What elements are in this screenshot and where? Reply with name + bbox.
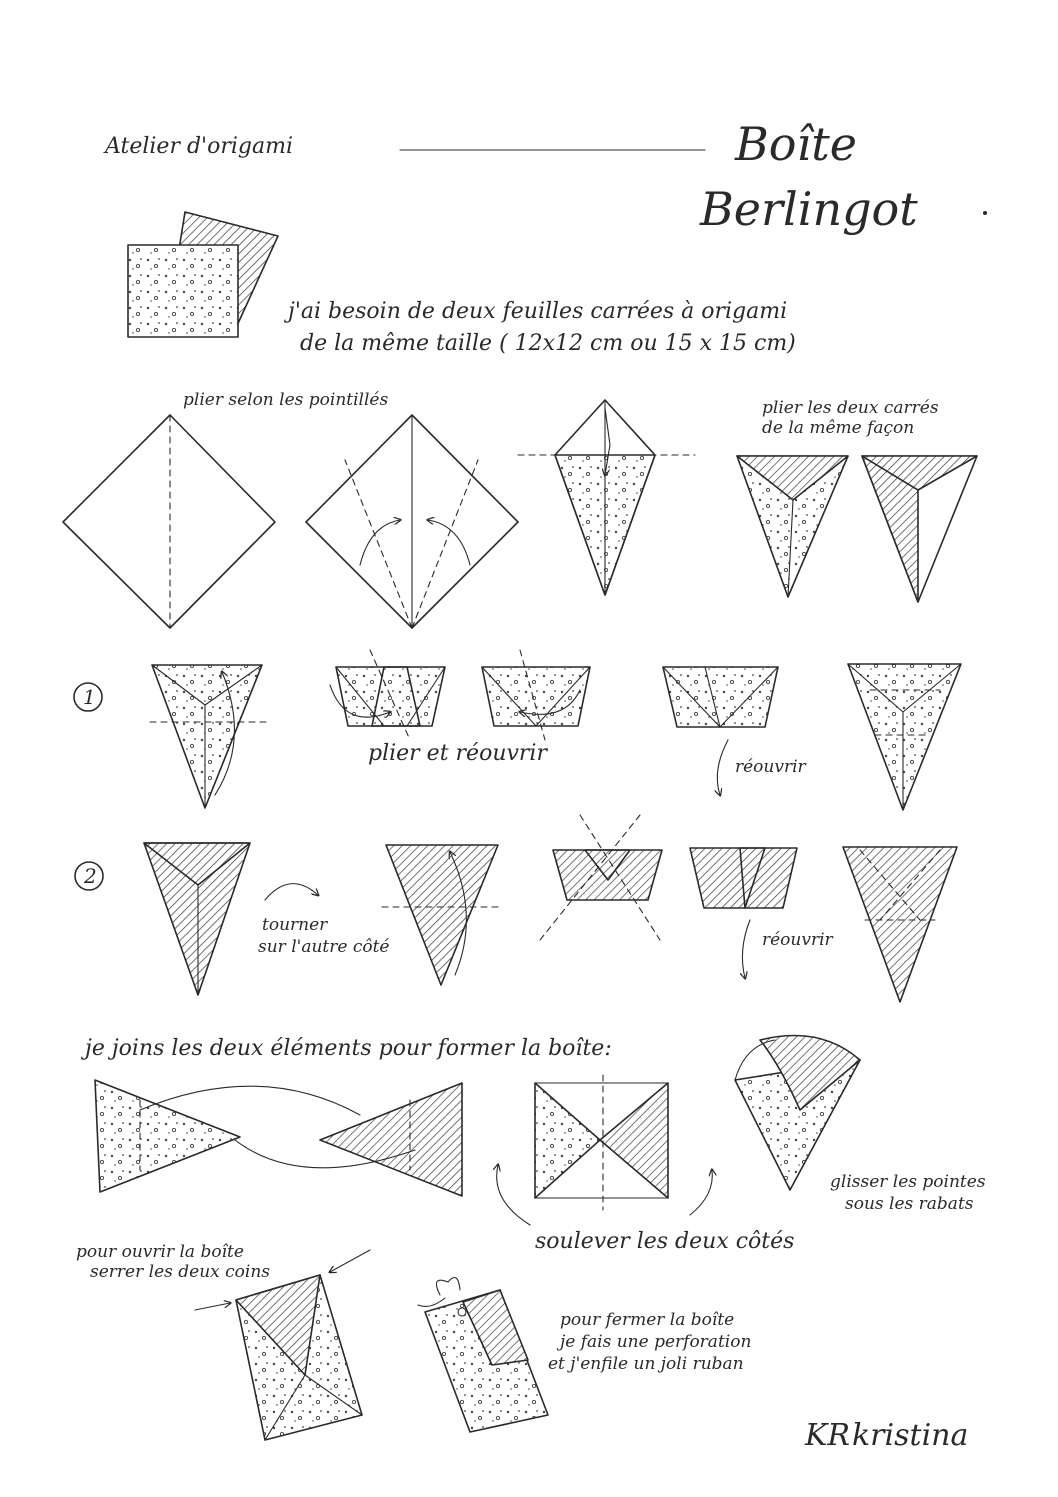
box-squeeze-open: [236, 1275, 362, 1440]
step2-trapezoid-b: [690, 848, 797, 908]
step2-triangle-fold-up: [382, 845, 500, 985]
lift-arrow-left: [497, 1165, 530, 1225]
reopen-arrow-1: [717, 740, 728, 795]
bow-assembly: [535, 1075, 668, 1210]
turn-over-arrow: [265, 884, 318, 900]
lift-arrow-right: [690, 1170, 712, 1215]
slide-line2: sous les rabats: [845, 1194, 974, 1214]
step1-trapezoid-a: [330, 650, 445, 740]
box-title-line1: Boîte: [735, 117, 857, 171]
squeeze-arrow-right: [330, 1250, 370, 1272]
diamond-square: [63, 415, 275, 628]
slide-line1: glisser les pointes: [830, 1172, 986, 1192]
reopen-label-2: réouvrir: [762, 930, 833, 950]
step2-triangle-creased: [843, 847, 957, 1002]
svg-text:2: 2: [84, 864, 97, 888]
fold-dotted-label: plier selon les pointillés: [183, 390, 389, 410]
lift-sides-label: soulever les deux côtés: [535, 1229, 795, 1254]
kite-fold-top: [518, 400, 695, 595]
open-line2: serrer les deux coins: [90, 1262, 271, 1282]
step1-trapezoid-b: [482, 650, 590, 740]
step1-triangle-fold-up: [150, 665, 268, 808]
header: [103, 117, 987, 236]
folded-triangle-patterned: [737, 456, 848, 597]
same-way-line2: de la même façon: [762, 418, 915, 438]
signature: [804, 1418, 968, 1453]
same-way-line1: plier les deux carrés: [762, 398, 939, 418]
paper-squares-illustration: [128, 212, 278, 337]
join-label: je joins les deux éléments pour former la boîte:: [85, 1036, 612, 1061]
close-line3: et j'enfile un joli ruban: [548, 1354, 744, 1374]
squeeze-arrow-left: [195, 1303, 230, 1310]
turn-line1: tourner: [262, 915, 328, 935]
fold-arrow-right: [428, 520, 470, 565]
folded-triangle-plain: [862, 456, 977, 602]
workshop-title: Atelier d'origami: [105, 134, 293, 159]
svg-text:1: 1: [83, 685, 96, 709]
intro-line1: j'ai besoin de deux feuilles carrées à origami: [288, 299, 788, 324]
turn-line2: sur l'autre côté: [258, 937, 390, 957]
front-square: [128, 245, 238, 337]
step2-triangle-hatched: [144, 843, 250, 995]
close-line2: je fais une perforation: [560, 1332, 752, 1352]
diamond-fold-edges: [306, 415, 518, 628]
step-2-badge: [75, 862, 103, 890]
two-elements-crossed: [95, 1080, 462, 1196]
reopen-label-1: réouvrir: [735, 757, 806, 777]
signature-monogram: KR: [805, 1418, 850, 1453]
ribbon-tail: [418, 1298, 445, 1306]
reopen-arrow-2: [742, 920, 750, 978]
berlingot-box-forming: [735, 1036, 860, 1191]
step-1-badge: [74, 683, 102, 711]
box-title-line2: Berlingot: [700, 182, 918, 236]
open-line1: pour ouvrir la boîte: [76, 1242, 244, 1262]
step1-trapezoid-c: [663, 667, 778, 727]
step2-trapezoid-a: [540, 815, 662, 940]
box-with-ribbon: [418, 1278, 548, 1433]
intro-line2: de la même taille ( 12x12 cm ou 15 x 15 cm): [300, 331, 796, 356]
fold-arrow-left: [360, 520, 400, 565]
fold-reopen-label: plier et réouvrir: [368, 741, 547, 766]
ribbon-bow: [436, 1278, 460, 1296]
step1-triangle-creased: [848, 664, 961, 810]
close-line1: pour fermer la boîte: [560, 1310, 735, 1330]
signature-name: kristina: [852, 1418, 969, 1453]
title-dot: [983, 211, 987, 215]
